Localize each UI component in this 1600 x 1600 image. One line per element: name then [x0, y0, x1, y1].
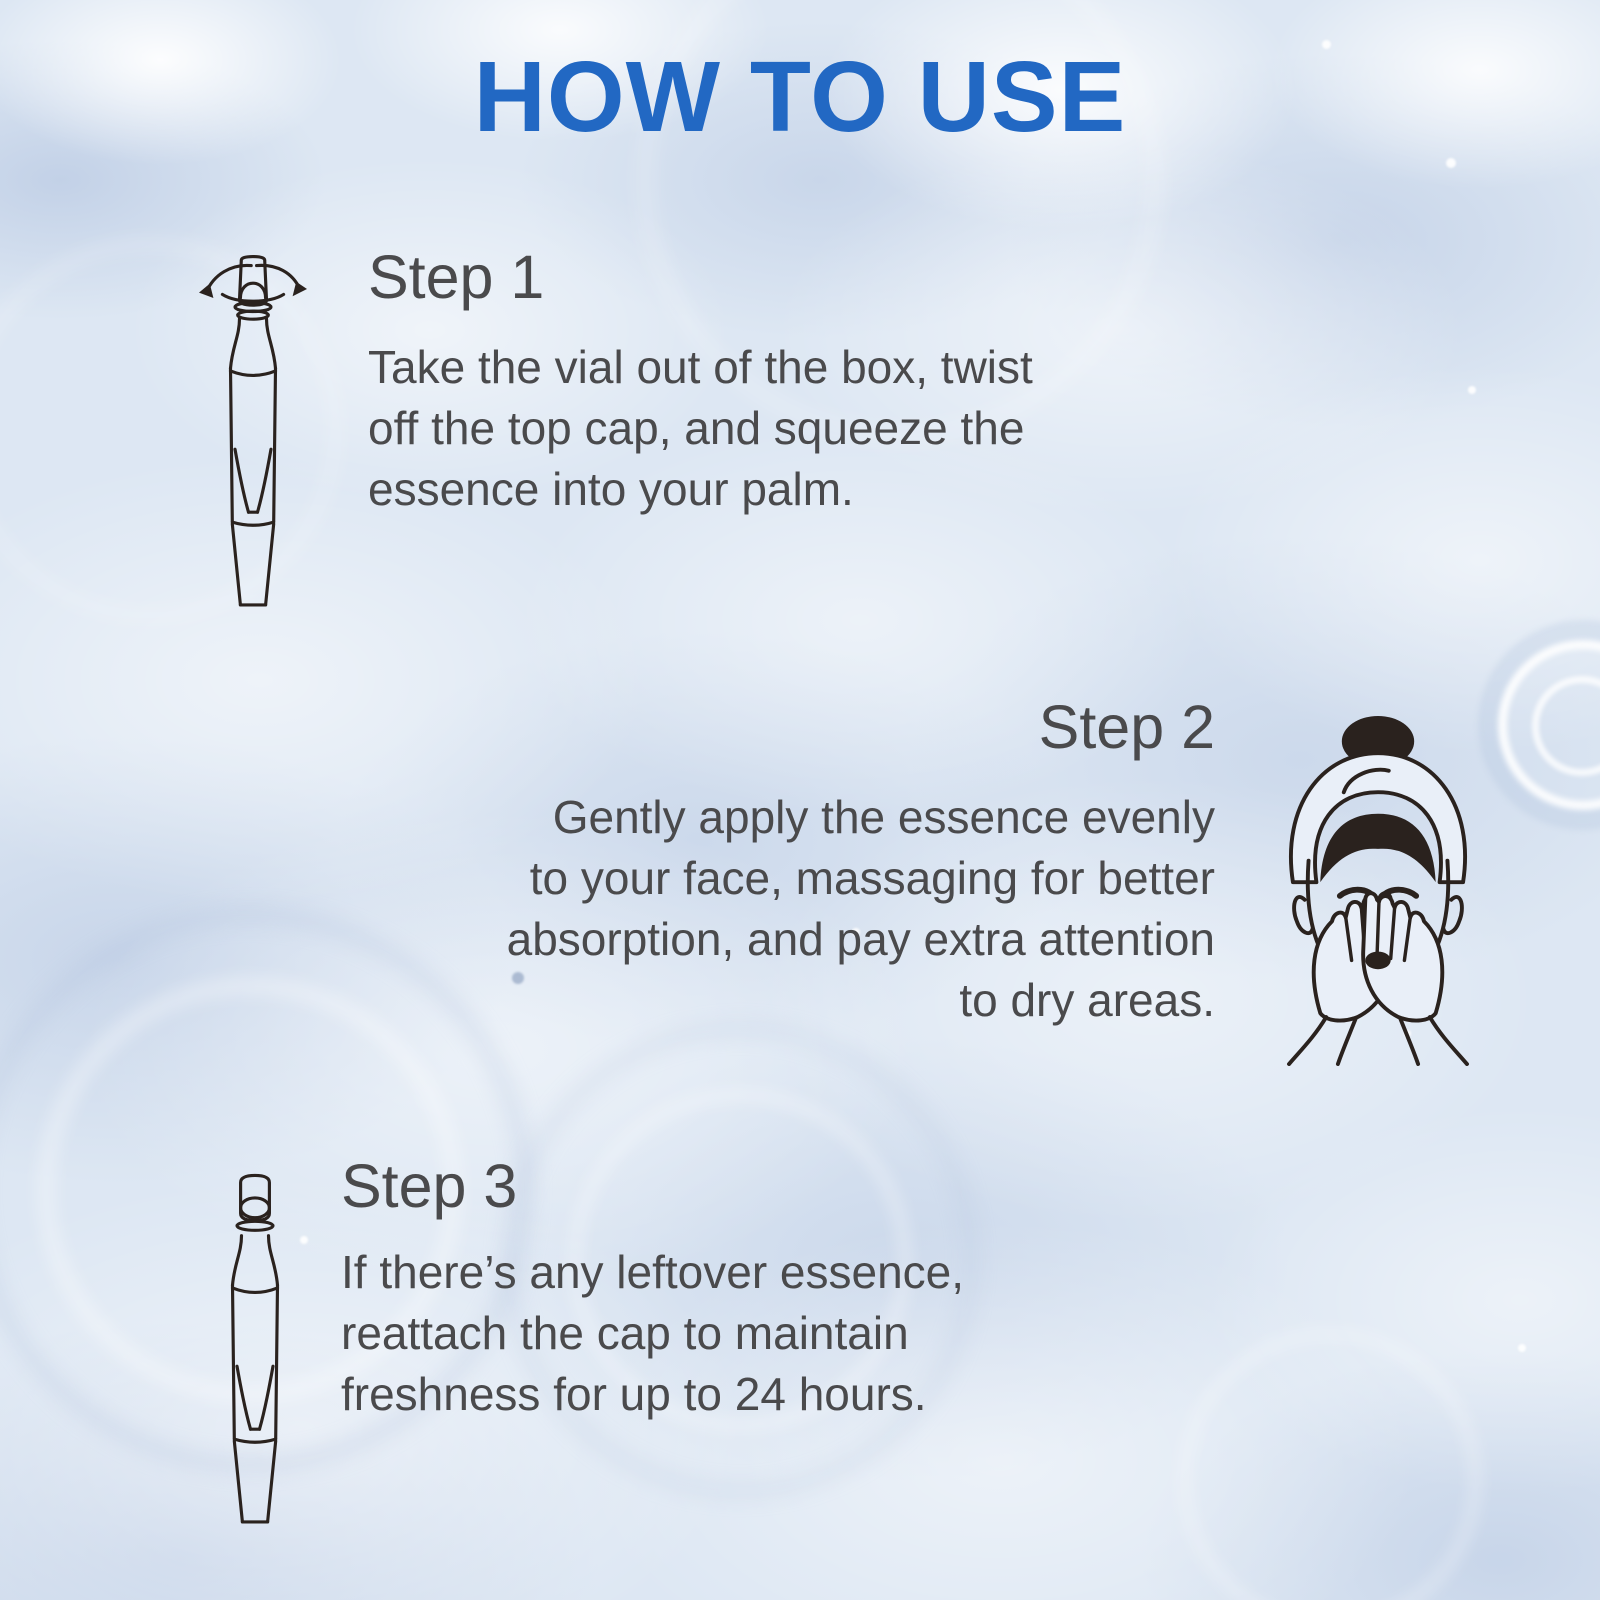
ripple-ring	[1498, 640, 1600, 810]
text-line: essence into your palm.	[368, 463, 854, 516]
step-3-section	[341, 1152, 964, 1425]
text-line: off the top cap, and squeeze the	[368, 402, 1025, 455]
text-line: reattach the cap to maintain	[341, 1307, 909, 1360]
text-line: absorption, and pay extra attention	[506, 913, 1215, 966]
water-speck	[1446, 158, 1456, 168]
ripple-ring	[1532, 676, 1600, 776]
page-title: HOW TO USE	[473, 41, 1127, 153]
step-3-heading: Step 3	[341, 1152, 518, 1220]
step-1-section	[368, 243, 1033, 520]
text-line: Gently apply the essence evenly	[552, 791, 1215, 844]
step-2-description	[507, 787, 1215, 1031]
text-line: to dry areas.	[959, 974, 1215, 1027]
water-speck	[1518, 1344, 1526, 1352]
step-3-description	[341, 1242, 964, 1425]
step-2-section	[507, 693, 1215, 1031]
step-1-description	[368, 337, 1033, 520]
text-line: to your face, massaging for better	[529, 852, 1215, 905]
step-1-heading: Step 1	[368, 243, 545, 311]
step-2-heading: Step 2	[1038, 693, 1215, 761]
face-massage-icon	[1246, 714, 1510, 1066]
water-speck	[1468, 386, 1476, 394]
text-line: freshness for up to 24 hours.	[341, 1368, 927, 1421]
vial-capped-icon	[201, 1170, 309, 1530]
text-line: Take the vial out of the box, twist	[368, 341, 1033, 394]
vial-twist-open-icon	[199, 253, 307, 613]
text-line: If there’s any leftover essence,	[341, 1246, 965, 1299]
ripple-ring	[1180, 1330, 1480, 1600]
